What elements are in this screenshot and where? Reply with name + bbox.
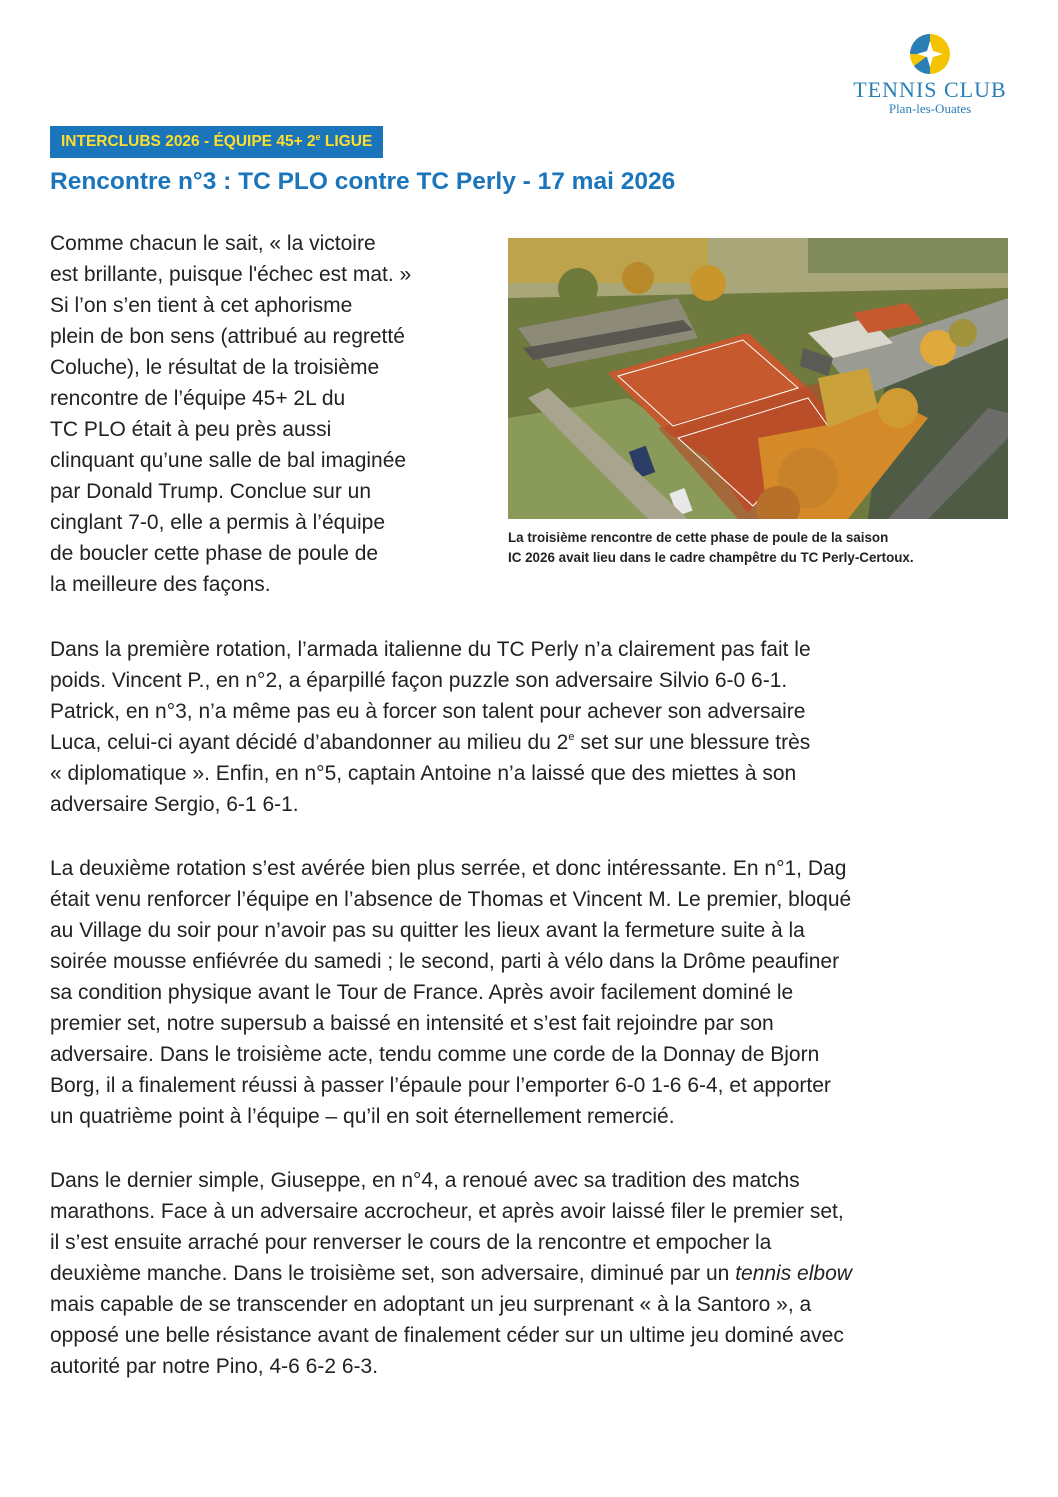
paragraph-line: Dans la première rotation, l’armada italienne du TC Perly n’a clairement pas fait le	[50, 638, 811, 661]
line-text: Luca, celui-ci ayant décidé d’abandonner au milieu du 2	[50, 731, 569, 754]
intro-line: clinquant qu’une salle de bal imaginée	[50, 449, 407, 472]
article-title: Rencontre n°3 : TC PLO contre TC Perly - 17 mai 2026	[50, 168, 676, 195]
intro-line: par Donald Trump. Conclue sur un	[50, 480, 371, 503]
intro-line: cinglant 7-0, elle a permis à l’équipe	[50, 511, 386, 534]
paragraph-line: soirée mousse enfiévrée du samedi ; le second, parti à vélo dans la Drôme peaufiner	[50, 950, 840, 973]
club-location: Plan-les-Ouates	[888, 101, 972, 116]
paragraph-line: un quatrième point à l’équipe – qu’il en soit éternellement remercié.	[50, 1105, 675, 1128]
paragraph-line: au Village du soir pour n’avoir pas su quitter les lieux avant la fermeture suite à la	[50, 919, 805, 942]
line-text: deuxième manche. Dans le troisième set, son adversaire, diminué par un	[50, 1262, 736, 1285]
paragraph-line: Patrick, en n°3, n’a même pas eu à forcer son talent pour achever son adversaire	[50, 700, 806, 723]
intro-paragraph	[50, 228, 490, 600]
paragraph-first-rotation	[50, 634, 1020, 820]
club-logo	[850, 32, 1010, 122]
tag-superscript: e	[315, 132, 321, 142]
intro-line: Si l’on s’en tient à cet aphorisme	[50, 294, 353, 317]
section-tag	[50, 126, 383, 158]
paragraph-line: adversaire Sergio, 6-1 6-1.	[50, 793, 299, 816]
paragraph-line: autorité par notre Pino, 4-6 6-2 6-3.	[50, 1355, 379, 1378]
paragraph-line: opposé une belle résistance avant de finalement céder sur un ultime jeu dominé avec	[50, 1324, 844, 1347]
paragraph-line: mais capable de se transcender en adoptant un jeu surprenant « à la Santoro », a	[50, 1293, 812, 1316]
intro-line: est brillante, puisque l'échec est mat. »	[50, 263, 412, 286]
tag-prefix: INTERCLUBS 2026 - ÉQUIPE 45+ 2	[61, 133, 316, 150]
caption-line: IC 2026 avait lieu dans le cadre champêtre du TC Perly-Certoux.	[508, 550, 914, 565]
intro-line: TC PLO était à peu près aussi	[50, 418, 332, 441]
paragraph-line	[50, 1258, 1020, 1289]
intro-line: Coluche), le résultat de la troisième	[50, 356, 380, 379]
paragraph-line: Borg, il a finalement réussi à passer l’épaule pour l’emporter 6-0 1-6 6-4, et apporter	[50, 1074, 831, 1097]
paragraph-last-single	[50, 1165, 1020, 1382]
caption-line: La troisième rencontre de cette phase de poule de la saison	[508, 530, 889, 545]
paragraph-line: « diplomatique ». Enfin, en n°5, captain Antoine n’a laissé que des miettes à son	[50, 762, 797, 785]
tag-suffix: LIGUE	[320, 133, 373, 150]
intro-line: Comme chacun le sait, « la victoire	[50, 232, 376, 255]
paragraph-line: Dans le dernier simple, Giuseppe, en n°4, a renoué avec sa tradition des matchs	[50, 1169, 800, 1192]
club-name: TENNIS CLUB	[853, 77, 1007, 102]
superscript: e	[568, 731, 575, 743]
paragraph-line: sa condition physique avant le Tour de France. Après avoir facilement dominé le	[50, 981, 794, 1004]
photo-caption	[508, 528, 1018, 568]
intro-line: la meilleure des façons.	[50, 573, 271, 596]
paragraph-line	[50, 727, 1020, 758]
paragraph-line: La deuxième rotation s’est avérée bien plus serrée, et donc intéressante. En n°1, Dag	[50, 857, 847, 880]
paragraph-line: premier set, notre supersub a baissé en intensité et s’est fait rejoindre par son	[50, 1012, 774, 1035]
intro-line: de boucler cette phase de poule de	[50, 542, 379, 565]
line-text: set sur une blessure très	[574, 731, 811, 754]
paragraph-second-rotation	[50, 853, 1020, 1132]
paragraph-line: il s’est ensuite arraché pour renverser le cours de la rencontre et empocher la	[50, 1231, 772, 1254]
paragraph-line: était venu renforcer l’équipe en l’absence de Thomas et Vincent M. Le premier, bloqué	[50, 888, 852, 911]
intro-line: plein de bon sens (attribué au regretté	[50, 325, 405, 348]
paragraph-line: poids. Vincent P., en n°2, a éparpillé façon puzzle son adversaire Silvio 6-0 6-1.	[50, 669, 788, 692]
paragraph-line: adversaire. Dans le troisième acte, tendu comme une corde de la Donnay de Bjorn	[50, 1043, 820, 1066]
club-emblem-icon	[908, 32, 952, 76]
paragraph-line: marathons. Face à un adversaire accrocheur, et après avoir laissé filer le premier set,	[50, 1200, 844, 1223]
tennis-courts-aerial-photo	[508, 238, 1008, 519]
italic-term: tennis elbow	[735, 1262, 852, 1285]
intro-line: rencontre de l’équipe 45+ 2L du	[50, 387, 346, 410]
